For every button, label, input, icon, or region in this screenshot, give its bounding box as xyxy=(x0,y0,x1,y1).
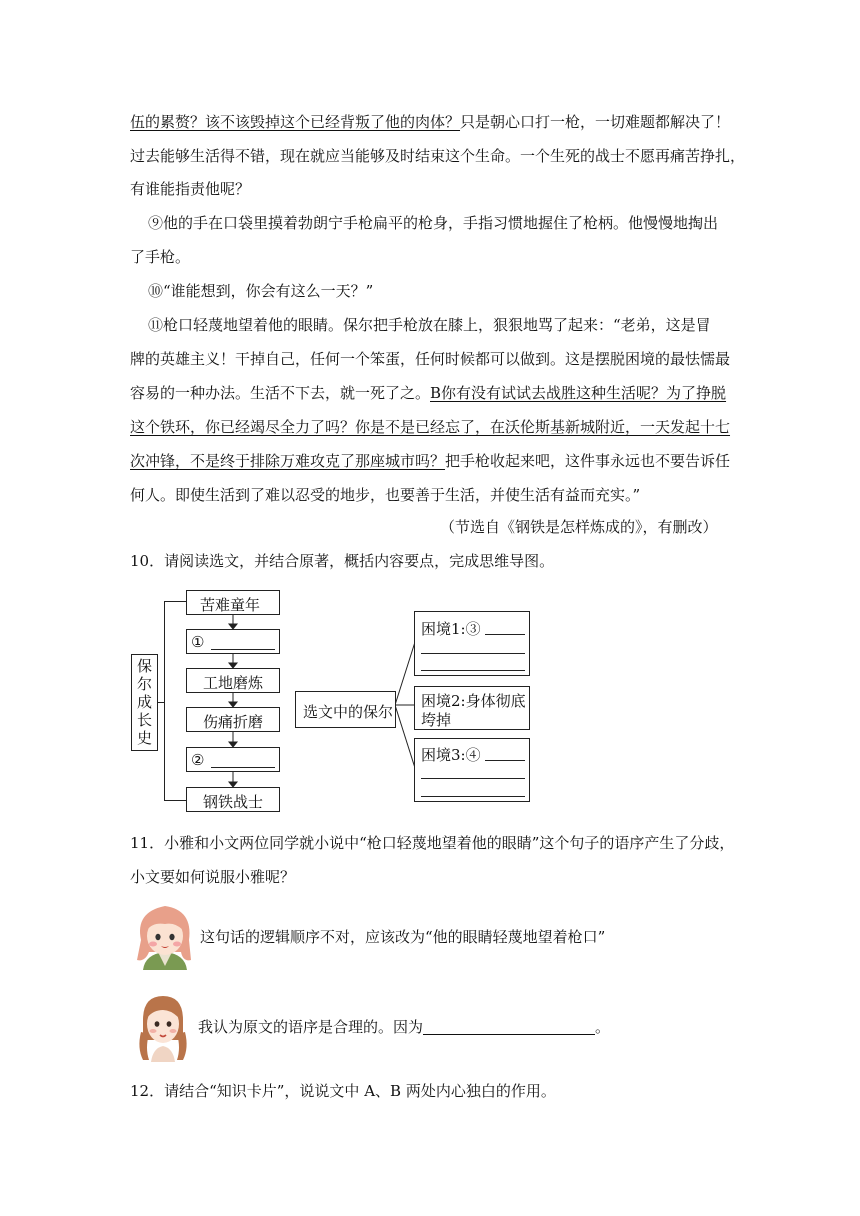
paragraph-11-line-4: 这个铁环，你已经竭尽全力了吗？你是不是已经忘了，在沃伦斯基新城附近，一天发起十七 xyxy=(130,418,731,436)
question-10: 10．请阅读选文，并结合原著，概括内容要点，完成思维导图。 xyxy=(130,552,555,570)
step-box-1: 苦难童年 xyxy=(186,590,280,615)
paragraph-9-line-2: 了手枪。 xyxy=(130,248,191,266)
question-11-line-1: 11．小雅和小文两位同学就小说中“枪口轻蔑地望着他的眼睛”这个句子的语序产生了分歧， xyxy=(130,834,735,852)
paragraph-9-line-1: ⑨他的手在口袋里摸着勃朗宁手枪扁平的枪身，手指习惯地握住了枪柄。他慢慢地掏出 xyxy=(148,214,719,232)
underlined-monologue-b: B你有没有试试去战胜这种生活呢？为了挣脱 xyxy=(430,384,727,402)
plight-box-2: 困境2:身体彻底 垮掉 xyxy=(414,686,530,730)
passage-line-3: 有谁能指责他呢？ xyxy=(130,180,251,198)
step-box-3: 工地磨炼 xyxy=(186,668,280,693)
answer-blank xyxy=(211,649,275,650)
bracket-connector xyxy=(158,702,165,703)
paragraph-11-line-6: 何人。即使生活到了难以忍受的地步，也要善于生活，并使生活有益而充实。” xyxy=(130,486,641,504)
bracket-vertical xyxy=(164,601,165,800)
answer-blank-reason xyxy=(423,1020,595,1035)
step-box-2: ① xyxy=(186,629,280,654)
girl-avatar-2 xyxy=(131,990,195,1062)
answer-blank xyxy=(211,767,275,768)
step-box-5: ② xyxy=(186,747,280,772)
underlined-monologue-a: 伍的累赘？该不该毁掉这个已经背叛了他的肉体？ xyxy=(130,113,461,131)
passage-line-2: 过去能够生活得不错，现在就应当能够及时结束这个生命。一个生死的战士不愿再痛苦挣扎， xyxy=(130,147,746,165)
paragraph-11-line-1: ⑪枪口轻蔑地望着他的眼睛。保尔把手枪放在膝上，狠狠地骂了起来：“老弟，这是冒 xyxy=(148,316,711,334)
plight-box-1: 困境1:③ xyxy=(414,611,530,676)
passage-line-1: 伍的累赘？该不该毁掉这个已经背叛了他的肉体？只是朝心口打一枪，一切难题都解决了！ xyxy=(130,113,731,131)
plight-box-3: 困境3:④ xyxy=(414,738,530,802)
bracket-bottom xyxy=(164,800,186,801)
speech-2: 我认为原文的语序是合理的。因为 。 xyxy=(198,1018,611,1036)
paragraph-10: ⑩“谁能想到，你会有这么一天？” xyxy=(148,282,374,300)
flow-arrows xyxy=(226,614,240,789)
speech-1: 这句话的逻辑顺序不对，应该改为“他的眼睛轻蔑地望着枪口” xyxy=(200,928,606,946)
bracket-top xyxy=(164,601,186,602)
paragraph-11-line-5: 次冲锋，不是终于排除万难攻克了那座城市吗？把手枪收起来吧，这件事永远也不要告诉任 xyxy=(130,452,731,470)
question-11-line-2: 小文要如何说服小雅呢？ xyxy=(130,868,296,886)
step-box-4: 伤痛折磨 xyxy=(186,707,280,732)
center-box: 选文中的保尔 xyxy=(295,691,396,728)
girl-avatar-1 xyxy=(131,900,199,972)
paragraph-11-line-3: 容易的一种办法。生活不下去，就一死了之。B你有没有试试去战胜这种生活呢？为了挣脱 xyxy=(130,384,727,402)
step-box-6: 钢铁战士 xyxy=(186,787,280,812)
vertical-label-box: 保 尔 成 长 史 xyxy=(131,654,158,751)
question-12: 12．请结合“知识卡片”，说说文中 A、B 两处内心独白的作用。 xyxy=(130,1082,556,1100)
source-citation: （节选自《钢铁是怎样炼成的》，有删改） xyxy=(440,518,718,536)
paragraph-11-line-2: 牌的英雄主义！干掉自己，任何一个笨蛋，任何时候都可以做到。这是摆脱困境的最怯懦最 xyxy=(130,350,731,368)
